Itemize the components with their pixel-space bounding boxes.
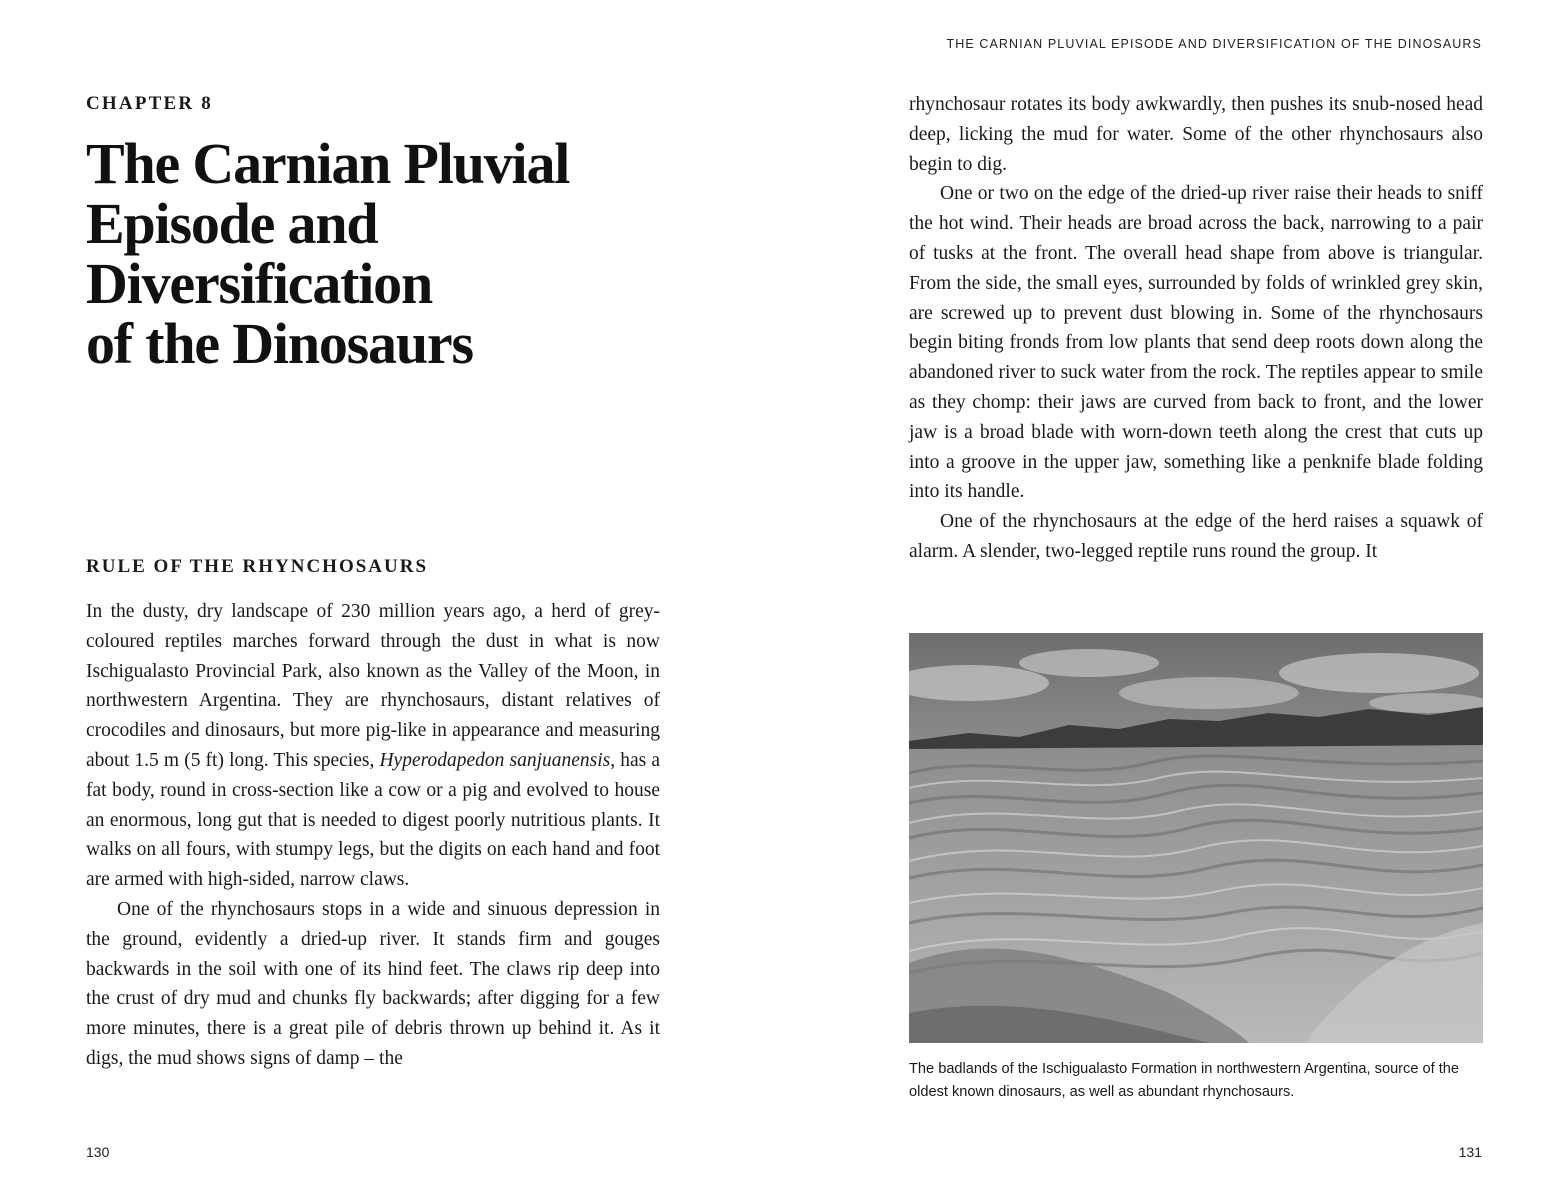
right-body-text xyxy=(909,90,1483,567)
chapter-title-line-4: of the Dinosaurs xyxy=(86,311,473,376)
landscape-photo-illustration xyxy=(909,633,1483,1043)
left-body-text xyxy=(86,597,660,1074)
photo-caption: The badlands of the Ischigualasto Formation in northwestern Argentina, source of the oldest known dinosaurs, as well as abundant rhynchosaurs. xyxy=(909,1061,1460,1100)
running-head: THE CARNIAN PLUVIAL EPISODE AND DIVERSIFICATION OF THE DINOSAURS xyxy=(946,37,1482,51)
chapter-title-line-3: Diversification xyxy=(86,251,433,316)
chapter-title-line-1: The Carnian Pluvial xyxy=(86,131,570,196)
page-number-left: 130 xyxy=(86,1144,110,1160)
chapter-title xyxy=(86,131,726,376)
right-page xyxy=(784,0,1568,1200)
left-paragraph-1 xyxy=(86,597,660,895)
right-paragraph-2: One or two on the edge of the dried-up river raise their heads to sniff the hot wind. Their heads are broad across the back, narrowing to a pair of tusks at the front. The overall head shape from above is triangular. From the side, the small eyes, surrounded by folds of wrinkled grey skin, are screwed up to prevent dust blowing in. Some of the rhynchosaurs begin biting fronds from low plants that send deep roots down along the abandoned river to suck water from the rock. The reptiles appear to smile as they chomp: their jaws are curved from back to front, and the lower jaw is a broad blade with worn-down teeth along the crest that cuts up into a groove in the upper jaw, something like a penknife blade folding into its handle. xyxy=(909,183,1483,503)
species-name: Hyperodapedon sanjuanensis xyxy=(379,749,611,771)
page-number-right: 131 xyxy=(1458,1144,1482,1160)
chapter-label: CHAPTER 8 xyxy=(86,93,213,114)
badlands-photo xyxy=(909,633,1483,1043)
section-heading: RULE OF THE RHYNCHOSAURS xyxy=(86,556,429,577)
left-paragraph-2: One of the rhynchosaurs stops in a wide and sinuous depression in the ground, evidently a dried-up river. It stands firm and gouges backwards in the soil with one of its hind feet. The claws rip deep into the crust of dry mud and chunks fly backwards; after digging for a few more minutes, there is a great pile of debris thrown up behind it. As it digs, the mud shows signs of damp – the xyxy=(86,898,660,1069)
right-paragraph-1: rhynchosaur rotates its body awkwardly, then pushes its snub-nosed head deep, licking the mud for water. Some of the other rhynchosaurs also begin to dig. xyxy=(909,94,1483,175)
chapter-title-line-2: Episode and xyxy=(86,191,378,256)
paragraph-text: , has a fat body, round in cross-section like a cow or a pig and evolved to house an enormous, long gut that is needed to digest poorly nutritious plants. It walks on all fours, with stumpy legs, but the digits on each hand and foot are armed with high-sided, narrow claws. xyxy=(86,749,660,891)
right-paragraph-3: One of the rhynchosaurs at the edge of the herd raises a squawk of alarm. A slender, two-legged reptile runs round the group. It xyxy=(909,511,1483,562)
paragraph-text: In the dusty, dry landscape of 230 million years ago, a herd of grey-coloured reptiles marches forward through the dust in what is now Ischigualasto Provincial Park, also known as the Valley of the Moon, in northwestern Argentina. They are rhynchosaurs, distant relatives of crocodiles and dinosaurs, but more pig-like in appearance and measuring about 1.5 m (5 ft) long. This species, xyxy=(86,601,660,771)
